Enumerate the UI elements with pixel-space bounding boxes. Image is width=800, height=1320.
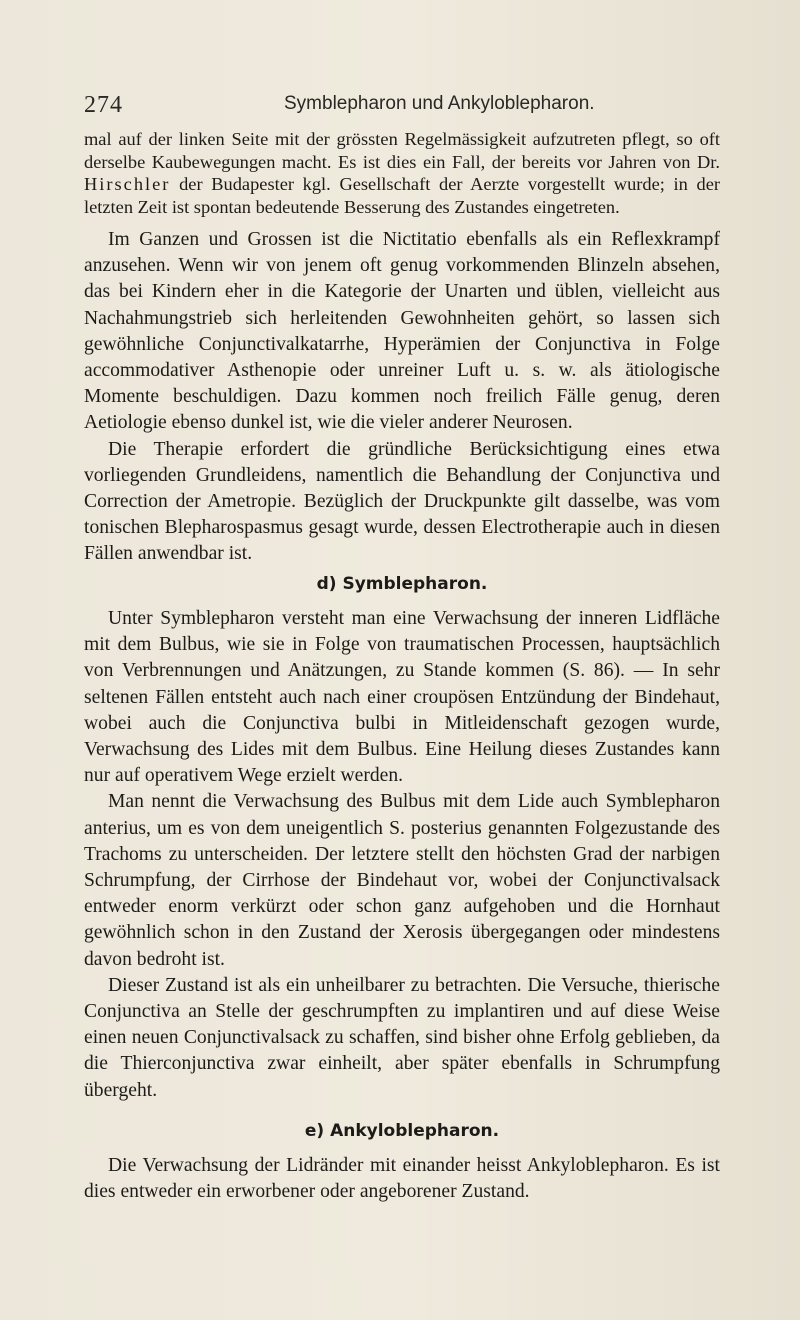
paragraph-symblepharon-definition: Unter Symblepharon versteht man eine Verwachsung der inneren Lidfläche mit dem Bulbus, wie sie in Folge von traumatischen Processen, hauptsächlich von Verbrennungen und Anätzungen, zu Stande kommen (S. 86). — In sehr seltenen Fällen entsteht auch nach einer croupösen Entzündung der Bindehaut, wobei auch die Conjunctiva bulbi in Mitleidenschaft gezogen wurde, Verwachsung des Lides mit dem Bulbus. Eine Heilung dieses Zustandes kann nur auf operativem Wege erzielt werden. — [84, 608, 720, 787]
paragraph-symblepharon-anterius: Man nennt die Verwachsung des Bulbus mit dem Lide auch Symblepharon anterius, um es von dem uneigentlich S. posterius genannten Folgezustande des Trachoms zu unterscheiden. Der letztere stellt den höchsten Grad der narbigen Schrumpfung, der Cirrhose der Bindehaut vor, wobei der Conjunctivalsack entweder enorm verkürzt oder schon ganz aufgehoben und die Hornhaut gewöhnlich schon in den Zustand der Xerosis übergegangen oder mindestens davon bedroht ist. — [84, 791, 720, 970]
running-title: Symblepharon und Ankyloblepharon. — [284, 93, 595, 114]
paragraph-ankyloblepharon: Die Verwachsung der Lidränder mit einander heisst Ankyloblepharon. Es ist dies entweder ein erworbener oder angeborener Zustand. — [84, 1155, 720, 1203]
intro-text-1: mal auf der linken Seite mit der grössten Regelmässigkeit aufzutreten pflegt, so oft derselbe Kaubewegungen macht. Es ist dies ein Fall, der bereits vor Jahren von Dr. — [84, 129, 720, 172]
author-name: Hirschler — [84, 174, 171, 194]
intro-text-2: der Budapester kgl. Gesellschaft der Aerzte vorgestellt wurde; in der letzten Zeit ist spontan bedeutende Besserung des Zustandes eingetreten. — [84, 174, 720, 217]
intro-paragraph — [84, 128, 720, 218]
section-e-body — [84, 1153, 720, 1205]
page-number: 274 — [84, 92, 123, 118]
paragraph-nictitatio: Im Ganzen und Grossen ist die Nictitatio ebenfalls als ein Reflexkrampf anzusehen. Wenn wir von jenem oft genug vorkommenden Blinzeln absehen, das bei Kindern eher in die Kategorie der Unarten und üblen, vielleicht aus Nachahmungstrieb sich herleitenden Gewohnheiten gehört, so lassen sich gewöhnliche Conjunctivalkatarrhe, Hyperämien der Conjunctiva in Folge accommodativer Asthenopie oder unreiner Luft u. s. w. als ätiologische Momente beschuldigen. Dazu kommen noch freilich Fälle genug, deren Aetiologie ebenso dunkel ist, wie die vieler anderer Neurosen. — [84, 229, 720, 434]
section-e-heading: e) Ankyloblepharon. — [304, 1121, 500, 1141]
section-c-continuation — [84, 227, 720, 568]
paragraph-therapie: Die Therapie erfordert die gründliche Berücksichtigung eines etwa vorliegenden Grundleidens, namentlich die Behandlung der Conjunctiva und Correction der Ametropie. Bezüglich der Druckpunkte gilt dasselbe, was vom tonischen Blepharospasmus gesagt wurde, dessen Electrotherapie auch in diesen Fällen anwendbar ist. — [84, 438, 720, 565]
page-header — [84, 92, 714, 122]
paragraph-symblepharon-therapy: Dieser Zustand ist als ein unheilbarer zu betrachten. Die Versuche, thierische Conjunctiva an Stelle der geschrumpften zu implantiren und auf diese Weise einen neuen Conjunctivalsack zu schaffen, sind bisher ohne Erfolg geblieben, da die Thierconjunctiva zwar einheilt, aber später ebenfalls in Schrumpfung übergeht. — [84, 974, 720, 1101]
section-d-heading: d) Symblepharon. — [316, 574, 488, 594]
section-d-body — [84, 606, 720, 1104]
